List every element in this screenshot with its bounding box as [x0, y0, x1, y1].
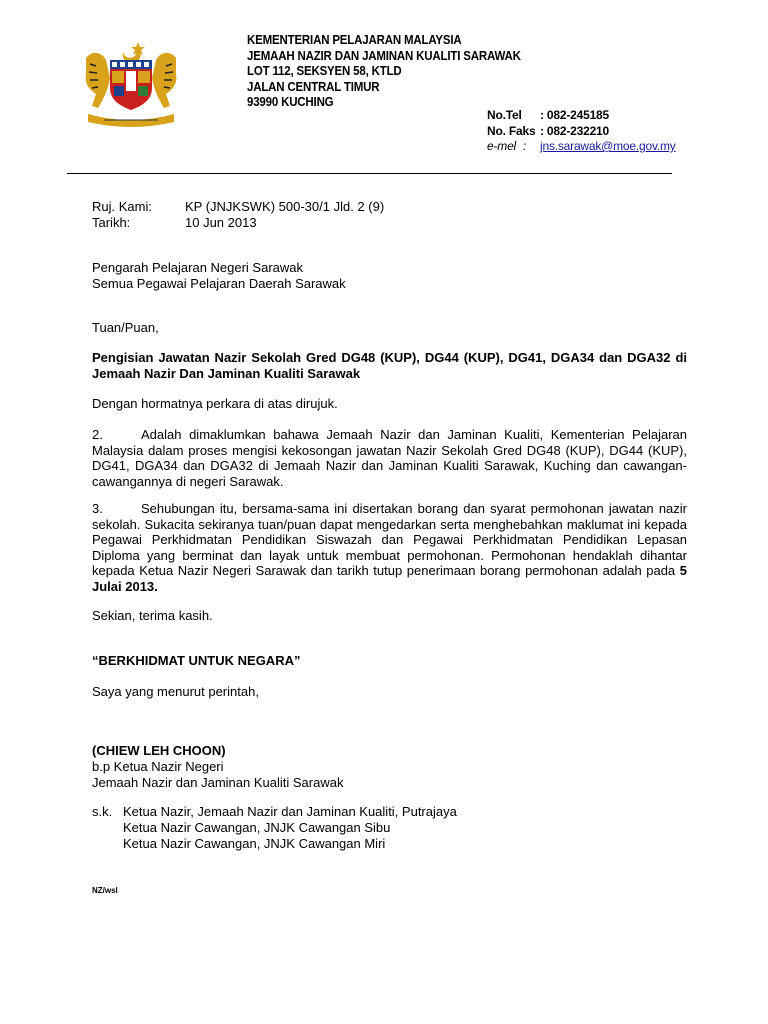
paragraph-2-text: Adalah dimaklumkan bahawa Jemaah Nazir dan Jaminan Kualiti, Kementerian Pelajaran Malaysia dalam proses mengisi kekosongan jawatan Nazir Sekolah Gred DG48 (KUP), DG44 (KUP), DG41, DGA34 dan DGA32 di Jemaah Nazir dan Jaminan Kualiti Sarawak, Kuching dan cawangan-cawangannya di negeri Sarawak. — [92, 427, 687, 489]
date-value: 10 Jun 2013 — [185, 214, 257, 230]
letterhead-line-ministry: KEMENTERIAN PELAJARAN MALAYSIA — [247, 33, 462, 47]
footer-reference: NZ/wsl — [92, 886, 118, 895]
email-link[interactable]: jns.sarawak@moe.gov.my — [540, 139, 676, 153]
fax-value: : 082-232210 — [540, 123, 609, 138]
motto: “BERKHIDMAT UNTUK NEGARA” — [92, 653, 301, 668]
letterhead-line-department: JEMAAH NAZIR DAN JAMINAN KUALITI SARAWAK — [247, 48, 521, 63]
fax-row — [487, 124, 676, 140]
recipient-line: Semua Pegawai Pelajaran Daerah Sarawak — [92, 276, 346, 291]
recipient-line: Pengarah Pelajaran Negeri Sarawak — [92, 260, 304, 275]
letterhead-line-street: JALAN CENTRAL TIMUR — [247, 79, 380, 94]
deadline-date: 5 Julai 2013. — [92, 563, 687, 594]
sign-off: Saya yang menurut perintah, — [92, 684, 259, 699]
letterhead-organisation — [247, 33, 521, 111]
reference-label: Ruj. Kami: — [92, 199, 152, 214]
letterhead-line-postcode: 93990 KUCHING — [247, 95, 334, 109]
contact-details — [487, 108, 676, 155]
email-separator: : — [523, 139, 527, 153]
email-label: e-mel — [487, 139, 517, 153]
signatory-office: Jemaah Nazir dan Jaminan Kualiti Sarawak — [92, 774, 344, 790]
paragraph-3-number: 3. — [92, 501, 103, 516]
header-divider — [67, 173, 672, 174]
salutation: Tuan/Puan, — [92, 320, 159, 335]
tel-label: No.Tel — [487, 108, 522, 122]
paragraph-2-number: 2. — [92, 427, 103, 442]
closing-line: Sekian, terima kasih. — [92, 608, 213, 623]
date-label: Tarikh: — [92, 214, 131, 230]
paragraph-2 — [92, 427, 687, 489]
recipient-block — [92, 260, 346, 292]
cc-block — [92, 804, 457, 851]
signatory-block — [92, 743, 343, 790]
email-row — [487, 139, 676, 155]
reference-value: KP (JNJKSWK) 500-30/1 Jld. 2 (9) — [185, 199, 385, 214]
paragraph-3 — [92, 501, 687, 595]
reference-block — [92, 199, 384, 230]
subject-heading: Pengisian Jawatan Nazir Sekolah Gred DG48 (KUP), DG44 (KUP), DG41, DGA34 dan DGA32 di Jemaah Nazir Dan Jaminan Kualiti Sarawak — [92, 350, 687, 381]
paragraph-3-text: Sehubungan itu, bersama-sama ini disertakan borang dan syarat permohonan jawatan nazir sekolah. Sukacita sekiranya tuan/puan dapat mengedarkan serta menghebahkan maklumat ini kepada Pegawai Perkhidmatan Pendidikan Siswazah dan Pegawai Perkhidmatan Pendidikan Lepasan Diploma yang berminat dan layak untuk membuat permohonan. Permohonan hendaklah dihantar kepada Ketua Nazir Negeri Sarawak dan tarikh tutup penerimaan borang permohonan adalah pada — [92, 501, 687, 579]
cc-item: Ketua Nazir Cawangan, JNJK Cawangan Miri — [123, 835, 386, 851]
signatory-name: (CHIEW LEH CHOON) — [92, 743, 226, 758]
cc-item: Ketua Nazir, Jemaah Nazir dan Jaminan Kualiti, Putrajaya — [123, 804, 457, 819]
cc-item: Ketua Nazir Cawangan, JNJK Cawangan Sibu — [123, 819, 391, 835]
fax-label: No. Faks — [487, 123, 536, 138]
coat-of-arms-logo — [78, 38, 184, 128]
tel-value: : 082-245185 — [540, 108, 609, 122]
opening-sentence: Dengan hormatnya perkara di atas dirujuk. — [92, 396, 338, 411]
letterhead-line-lot: LOT 112, SEKSYEN 58, KTLD — [247, 64, 402, 78]
tel-row — [487, 108, 676, 124]
signatory-title: b.p Ketua Nazir Negeri — [92, 758, 224, 774]
cc-label: s.k. — [92, 804, 113, 819]
